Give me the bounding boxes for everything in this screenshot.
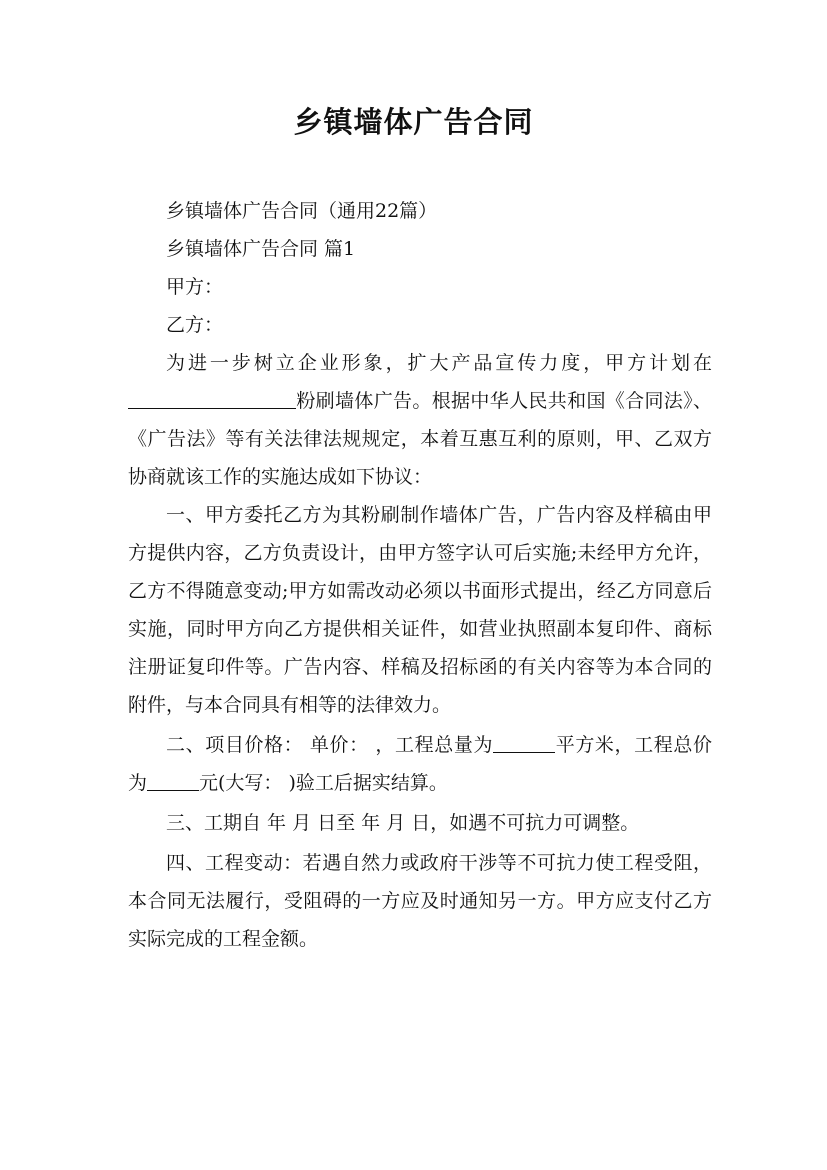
quantity-blank — [493, 732, 555, 753]
clause-2-text-1: 二、项目价格： 单价： ，工程总量为 — [166, 734, 494, 756]
clause-1: 一、甲方委托乙方为其粉刷制作墙体广告，广告内容及样稿由甲方提供内容，乙方负责设计，由甲方签字认可后实施;未经甲方允许，乙方不得随意变动;甲方如需改动必须以书面形式提出，经乙方同意后实施，同时甲方向乙方提供相关证件，如营业执照副本复印件、商标注册证复印件等。广告内容、样稿及招标函的有关内容等为本合同的附件，与本合同具有相等的法律效力。 — [128, 504, 712, 716]
party-a-line: 甲方： — [166, 276, 224, 298]
intro-text-2: 粉刷墙体广告。根据中华人民共和国《合同法》、《广告法》等有关法律法规规定，本着互惠互利的原则，甲、乙双方协商就该工作的实施达成如下协议： — [128, 390, 712, 488]
clause-2 — [128, 726, 712, 802]
document-body — [128, 192, 712, 958]
clause-3: 三、工期自 年 月 日至 年 月 日，如遇不可抗力可调整。 — [166, 812, 640, 834]
clause-4: 四、工程变动：若遇自然力或政府干涉等不可抗力使工程受阻，本合同无法履行，受阻碍的一方应及时通知另一方。甲方应支付乙方实际完成的工程金额。 — [128, 852, 712, 950]
intro-text-1: 为进一步树立企业形象，扩大产品宣传力度，甲方计划在 — [166, 352, 712, 374]
document-subtitle: 乡镇墙体广告合同（通用22篇） — [166, 200, 438, 222]
party-b-line: 乙方： — [166, 314, 224, 336]
location-blank — [128, 388, 296, 409]
section-heading: 乡镇墙体广告合同 篇1 — [166, 238, 356, 260]
clause-2-text-2: 平方米，工程总价为 — [128, 734, 712, 794]
clause-2-text-3: 元(大写： )验工后据实结算。 — [199, 772, 448, 794]
total-price-blank — [147, 770, 199, 791]
document-title: 乡镇墙体广告合同 — [293, 105, 534, 139]
intro-paragraph — [128, 344, 712, 496]
